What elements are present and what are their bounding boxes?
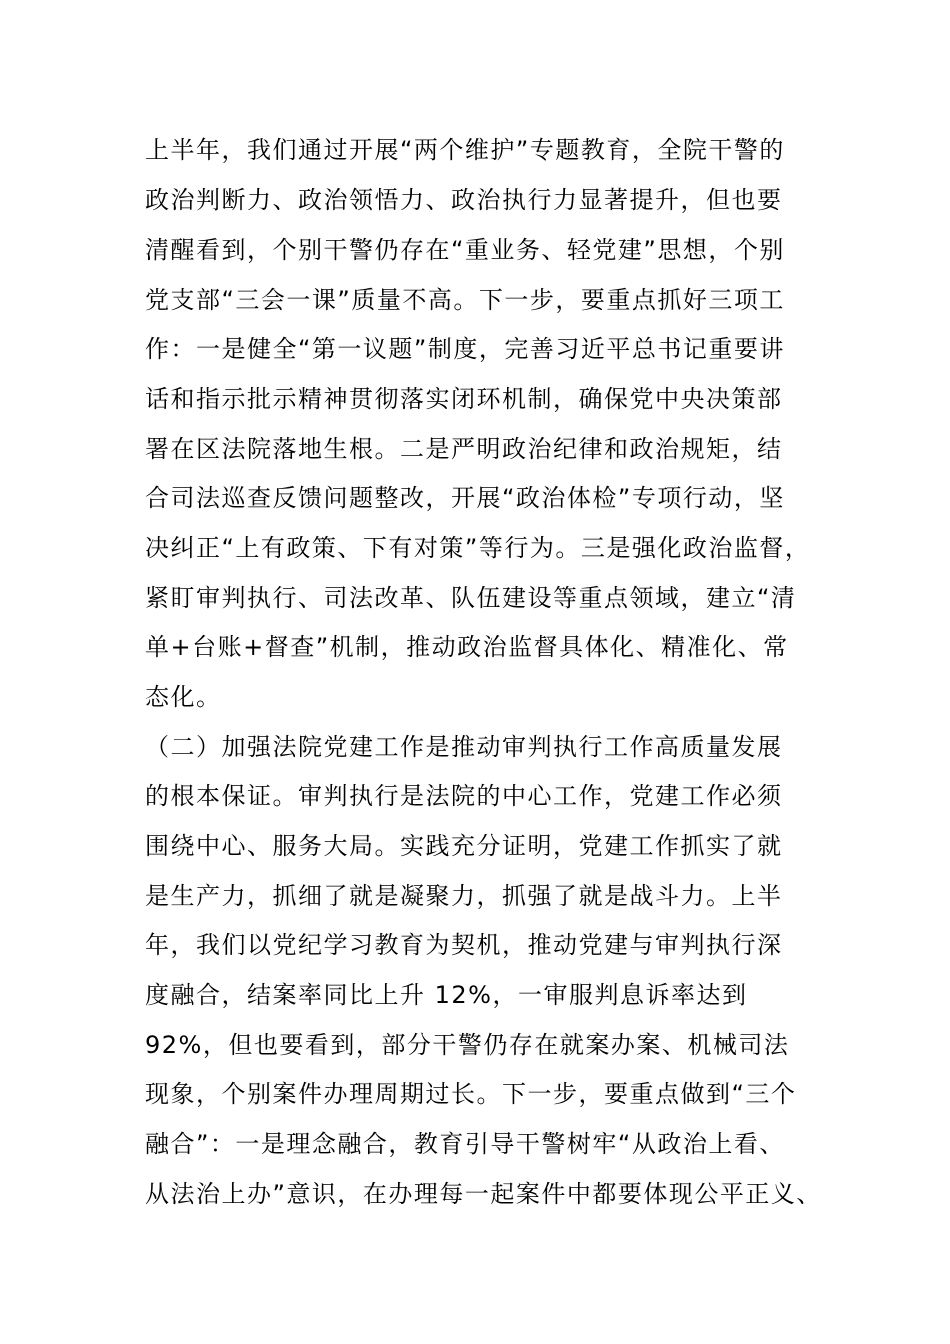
- text-line: 度融合，结案率同比上升 12%，一审服判息诉率达到: [145, 981, 748, 1009]
- text-line: 的根本保证。审判执行是法院的中心工作，党建工作必须: [145, 782, 783, 810]
- text-line: 融合”：一是理念融合，教育引导干警树牢“从政治上看、: [145, 1130, 785, 1158]
- text-line: 合司法巡查反馈问题整改，开展“政治体检”专项行动，坚: [145, 484, 785, 512]
- text-line: 上半年，我们通过开展“两个维护”专题教育，全院干警的: [145, 136, 785, 164]
- text-line: 决纠正“上有政策、下有对策”等行为。三是强化政治监督，: [145, 534, 811, 562]
- text-line: 92%，但也要看到，部分干警仍存在就案办案、机械司法: [145, 1031, 790, 1059]
- text-line: 清醒看到，个别干警仍存在“重业务、轻党建”思想，个别: [145, 236, 785, 264]
- text-line: 单+台账+督查”机制，推动政治监督具体化、精准化、常: [145, 633, 789, 661]
- section-heading-line: （二）加强法院党建工作是推动审判执行工作高质量发展: [145, 733, 783, 761]
- text-line: 紧盯审判执行、司法改革、队伍建设等重点领域，建立“清: [145, 584, 797, 612]
- text-line: 态化。: [145, 683, 222, 711]
- text-line: 从法治上办”意识，在办理每一起案件中都要体现公平正义、: [145, 1180, 822, 1208]
- text-line: 党支部“三会一课”质量不高。下一步，要重点抓好三项工: [145, 286, 785, 314]
- text-line: 作：一是健全“第一议题”制度，完善习近平总书记重要讲: [145, 335, 785, 363]
- text-line: 年，我们以党纪学习教育为契机，推动党建与审判执行深: [145, 931, 783, 959]
- text-line: 话和指示批示精神贯彻落实闭环机制，确保党中央决策部: [145, 385, 783, 413]
- text-line: 现象，个别案件办理周期过长。下一步，要重点做到“三个: [145, 1080, 797, 1108]
- text-line: 署在区法院落地生根。二是严明政治纪律和政治规矩，结: [145, 435, 783, 463]
- text-line: 是生产力，抓细了就是凝聚力，抓强了就是战斗力。上半: [145, 882, 783, 910]
- text-line: 围绕中心、服务大局。实践充分证明，党建工作抓实了就: [145, 832, 783, 860]
- text-line: 政治判断力、政治领悟力、政治执行力显著提升，但也要: [145, 186, 783, 214]
